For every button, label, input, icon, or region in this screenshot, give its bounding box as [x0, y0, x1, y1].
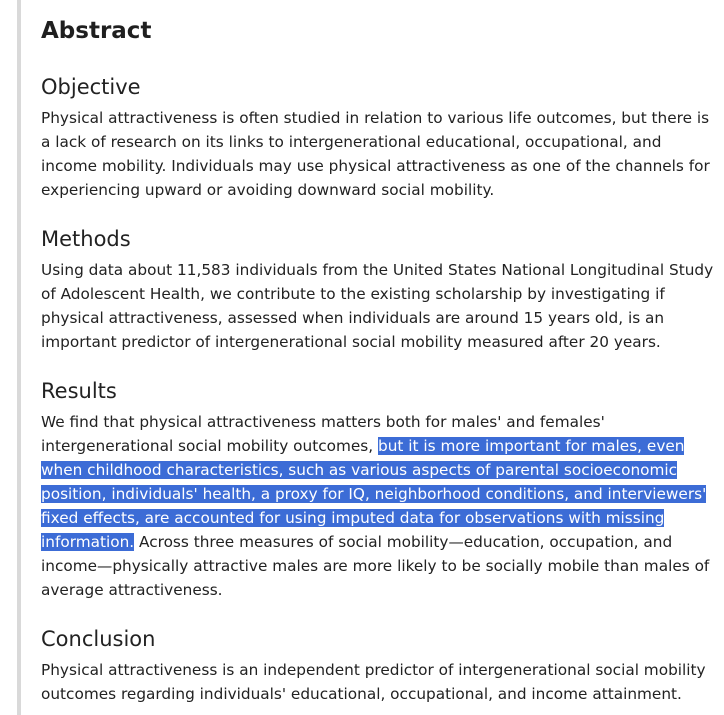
objective-section [41, 72, 717, 202]
abstract-container [41, 14, 717, 706]
results-text[interactable] [41, 410, 717, 602]
objective-heading: Objective [41, 75, 141, 99]
methods-text[interactable]: Using data about 11,583 individuals from the United States National Longitudinal Study of Adolescent Health, we contribute to the existing scholarship by investigating if physical attractiveness, assessed when individuals are around 15 years old, is an important predictor of intergenerational social mobility measured after 20 years. [41, 261, 714, 351]
objective-text[interactable]: Physical attractiveness is often studied in relation to various life outcomes, but there is a lack of research on its links to intergenerational educational, occupational, and income mobility. Individuals may use physical attractiveness as one of the channels for experiencing upward or avoiding downward social mobility. [41, 109, 710, 199]
abstract-title: Abstract [41, 18, 152, 44]
results-heading: Results [41, 379, 117, 403]
text-selection-highlight[interactable]: but it is more important for males, even when childhood characteristics, such as various aspects of parental socioeconomic position, individuals' health, a proxy for IQ, neighborhood conditions, and interviewers' fixed effects, are accounted for using imputed data for observations with missing information. [41, 437, 707, 551]
conclusion-heading: Conclusion [41, 627, 156, 651]
conclusion-section [41, 624, 717, 706]
results-text-after: Across three measures of social mobility—education, occupation, and income—physically attractive males are more likely to be socially mobile than males of average attractiveness. [41, 533, 710, 599]
methods-heading: Methods [41, 227, 131, 251]
conclusion-text[interactable]: Physical attractiveness is an independent predictor of intergenerational social mobility outcomes regarding individuals' educational, occupational, and income attainment. [41, 661, 706, 703]
left-border-rule [17, 0, 21, 715]
methods-section [41, 224, 717, 354]
results-section [41, 376, 717, 602]
results-text-before: We find that physical attractiveness matters both for males' and females' intergenerational social mobility outcomes, [41, 413, 605, 455]
